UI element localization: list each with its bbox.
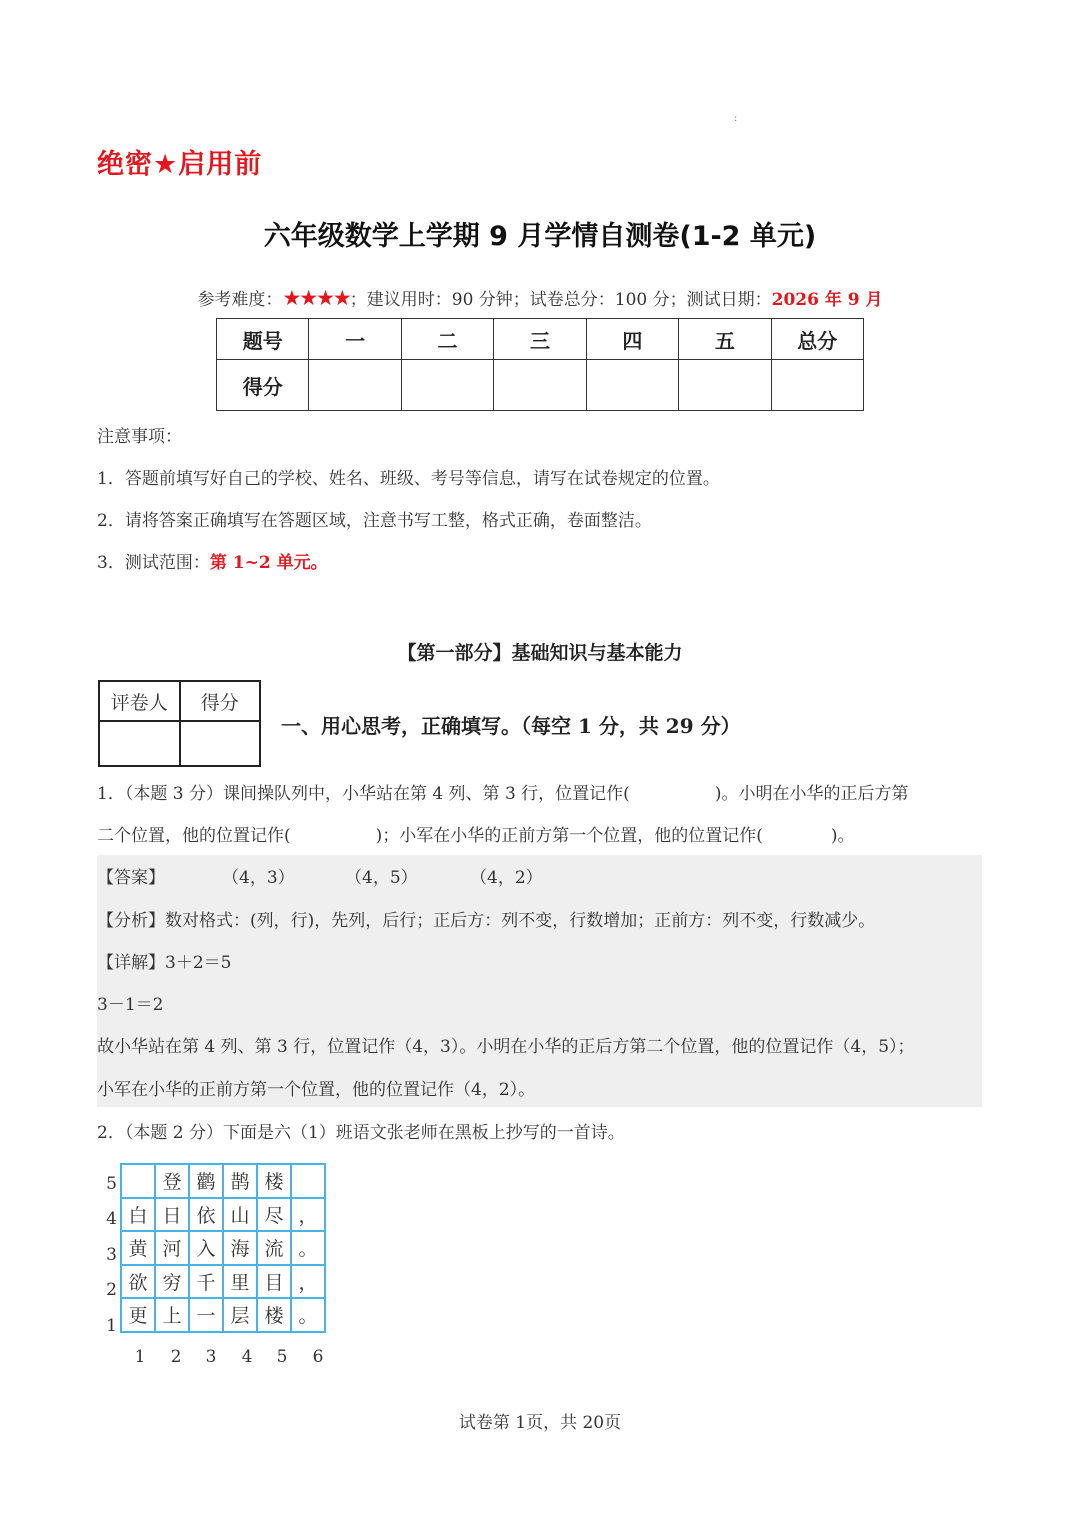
confidential-stamp: 绝密★启用前 <box>97 149 263 180</box>
grid-col-number: 2 <box>170 1347 182 1367</box>
grid-col-number: 5 <box>276 1347 288 1367</box>
answer-value: （4，2） <box>470 868 543 888</box>
grid-cell: 一 <box>189 1298 223 1332</box>
grid-cell: 山 <box>223 1198 257 1232</box>
grid-cell: 更 <box>121 1298 155 1332</box>
score-table <box>216 318 864 411</box>
grid-cell: 鹊 <box>223 1164 257 1198</box>
detail-text: 3－1＝2 <box>97 995 164 1015</box>
grid-cell <box>291 1164 325 1198</box>
grid-cell: 楼 <box>257 1164 291 1198</box>
difficulty-label: 参考难度： <box>197 290 283 310</box>
grid-cell: 层 <box>223 1298 257 1332</box>
question-heading: 一、用心思考，正确填写。（每空 1 分，共 29 分） <box>281 714 741 738</box>
grid-cell: 楼 <box>257 1298 291 1332</box>
answer-label: 【答案】 <box>97 868 165 888</box>
grid-row-number: 1 <box>106 1316 117 1336</box>
score-cell <box>401 360 493 411</box>
detail-text: 【详解】3＋2＝5 <box>97 953 232 973</box>
score-cell <box>771 360 863 411</box>
difficulty-stars-icon: ★★★★ <box>282 286 350 310</box>
question-text: 1．（本题 3 分）课间操队列中，小华站在第 4 列、第 3 行，位置记作( )。小明在小华的正后方第 <box>97 784 909 804</box>
grid-col-number: 1 <box>134 1347 146 1367</box>
grid-cell: 目 <box>257 1265 291 1299</box>
score-cell <box>309 360 401 411</box>
grid-cell <box>121 1164 155 1198</box>
grader-table <box>98 680 261 767</box>
score-header-cell: 题号 <box>217 319 309 360</box>
notice-item: 2．请将答案正确填写在答题区域，注意书写工整，格式正确，卷面整洁。 <box>97 511 652 531</box>
score-row-label: 得分 <box>217 360 309 411</box>
grader-reviewer-label: 评卷人 <box>99 681 180 721</box>
notice-item3-prefix: 3．测试范围： <box>97 553 210 573</box>
grid-cell: 尽 <box>257 1198 291 1232</box>
speck-mark: ː <box>734 113 738 124</box>
question-text: 二个位置，他的位置记作( )；小军在小华的正前方第一个位置，他的位置记作( )。 <box>97 826 855 846</box>
score-header-cell: 五 <box>679 319 771 360</box>
grader-score-cell <box>180 721 261 766</box>
score-cell <box>586 360 678 411</box>
test-scope: 第 1~2 单元。 <box>209 553 328 573</box>
test-date: 2026 年 9 月 <box>771 290 883 310</box>
grid-cell: 入 <box>189 1231 223 1265</box>
grid-cell: 。 <box>291 1298 325 1332</box>
grid-cell: 白 <box>121 1198 155 1232</box>
score-cell <box>679 360 771 411</box>
grid-cell: 海 <box>223 1231 257 1265</box>
meta-details: ；建议用时：90 分钟；试卷总分：100 分；测试日期： <box>349 290 772 310</box>
score-header-cell: 三 <box>494 319 586 360</box>
grid-cell: 依 <box>189 1198 223 1232</box>
score-header-cell: 总分 <box>771 319 863 360</box>
grid-col-number: 3 <box>205 1347 217 1367</box>
score-header-cell: 一 <box>309 319 401 360</box>
score-header-cell: 四 <box>586 319 678 360</box>
grid-row-number: 2 <box>106 1280 117 1300</box>
grid-cell: 里 <box>223 1265 257 1299</box>
page-title: 六年级数学上学期 9 月学情自测卷(1-2 单元) <box>263 221 817 252</box>
exam-meta <box>0 285 1080 310</box>
detail-text: 小军在小华的正前方第一个位置，他的位置记作（4，2）。 <box>97 1080 536 1100</box>
question-text: 2．（本题 2 分）下面是六（1）班语文张老师在黑板上抄写的一首诗。 <box>97 1123 625 1143</box>
grid-cell: 登 <box>155 1164 189 1198</box>
grid-cell: 河 <box>155 1231 189 1265</box>
section-title: 【第一部分】基础知识与基本能力 <box>397 642 683 664</box>
notice-heading: 注意事项： <box>97 427 182 447</box>
poem-grid <box>120 1163 326 1333</box>
score-cell <box>494 360 586 411</box>
grid-row-number: 5 <box>106 1174 117 1194</box>
grader-score-label: 得分 <box>180 681 261 721</box>
grid-cell: 欲 <box>121 1265 155 1299</box>
notice-item: 1．答题前填写好自己的学校、姓名、班级、考号等信息，请写在试卷规定的位置。 <box>97 469 720 489</box>
answer-value: （4，5） <box>345 868 418 888</box>
answer-line <box>97 863 165 888</box>
grid-cell: 。 <box>291 1231 325 1265</box>
grid-col-number: 6 <box>312 1347 324 1367</box>
notice-item <box>97 548 328 573</box>
answer-value: （4，3） <box>222 868 295 888</box>
grid-cell: ， <box>291 1265 325 1299</box>
grid-row-number: 3 <box>106 1245 117 1265</box>
grid-cell: 千 <box>189 1265 223 1299</box>
grid-cell: 日 <box>155 1198 189 1232</box>
grid-cell: 流 <box>257 1231 291 1265</box>
analysis-text: 【分析】数对格式：(列，行)，先列，后行；正后方：列不变，行数增加；正前方：列不变，行数减少。 <box>97 911 876 931</box>
detail-text: 故小华站在第 4 列、第 3 行，位置记作（4，3）。小明在小华的正后方第二个位置，他的位置记作（4，5）； <box>97 1037 915 1057</box>
grid-cell: 黄 <box>121 1231 155 1265</box>
answer-box <box>97 855 982 1107</box>
grader-reviewer-cell <box>99 721 180 766</box>
grid-cell: 鹳 <box>189 1164 223 1198</box>
grid-cell: 上 <box>155 1298 189 1332</box>
grid-col-number: 4 <box>241 1347 253 1367</box>
grid-cell: 穷 <box>155 1265 189 1299</box>
grid-row-number: 4 <box>106 1209 117 1229</box>
page-footer: 试卷第 1页，共 20页 <box>458 1413 622 1433</box>
score-header-cell: 二 <box>401 319 493 360</box>
grid-cell: ， <box>291 1198 325 1232</box>
